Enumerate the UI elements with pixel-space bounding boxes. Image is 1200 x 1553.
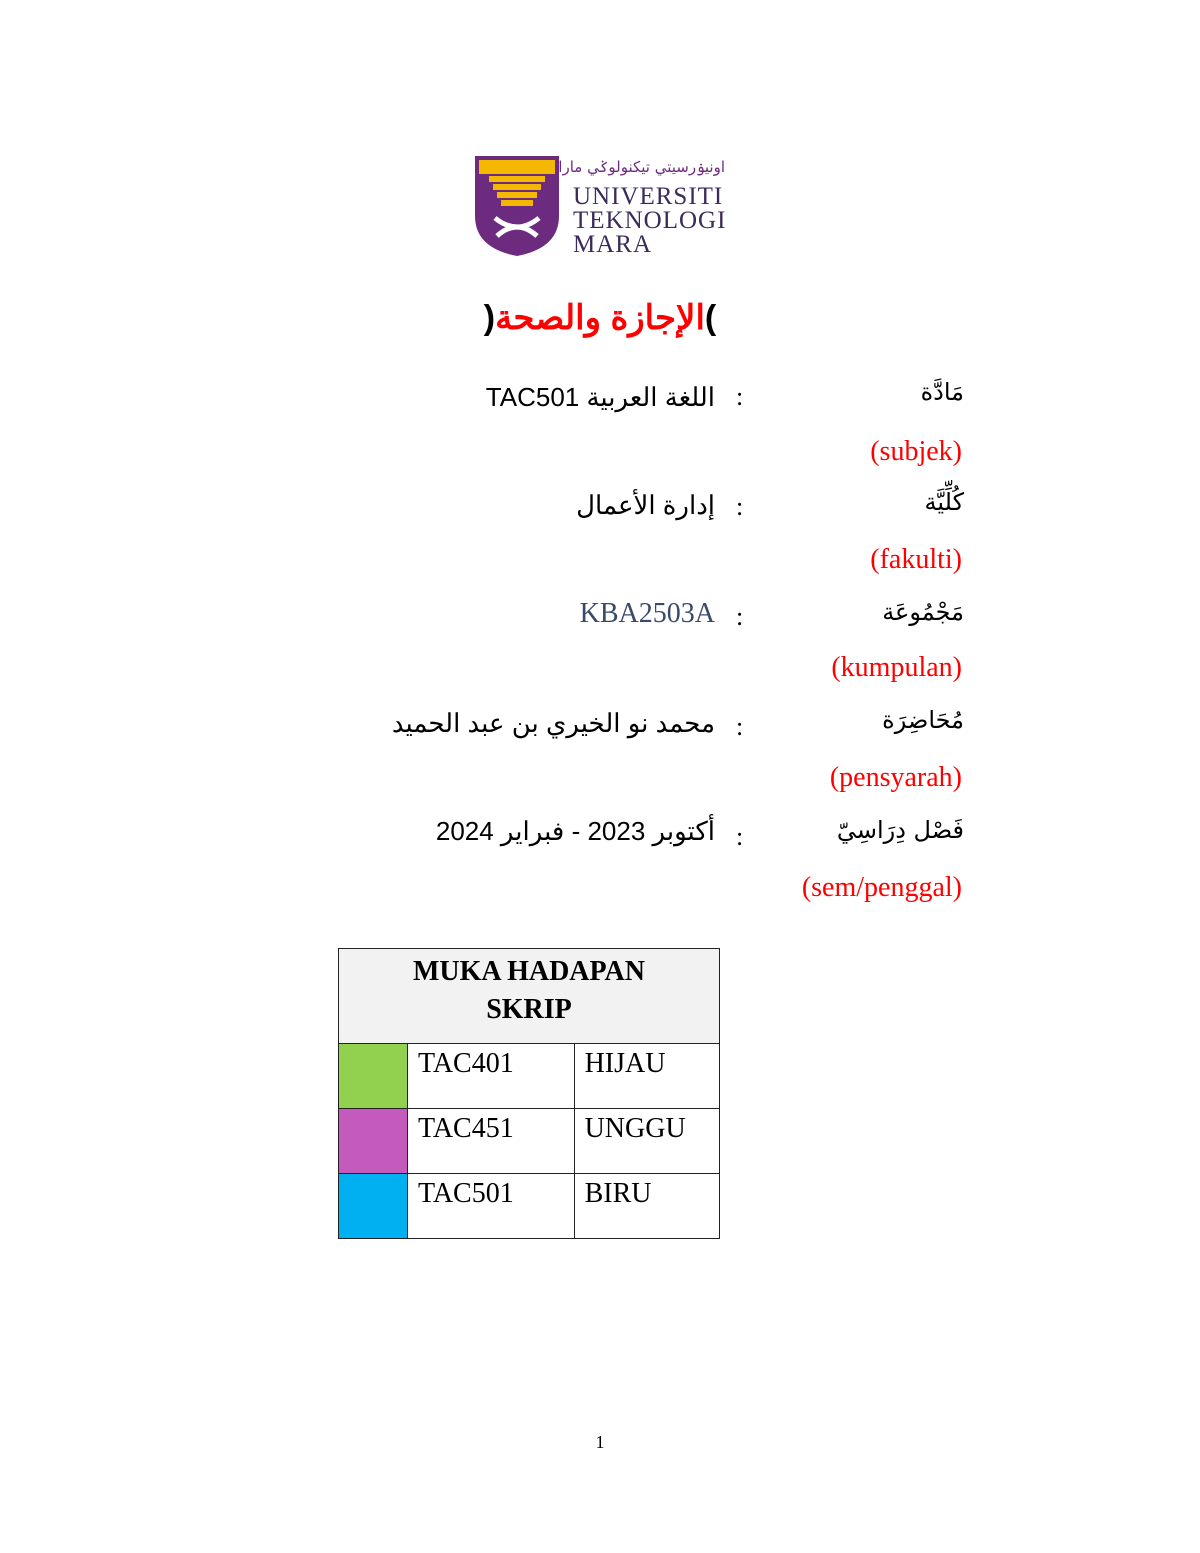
uitm-shield-icon	[475, 156, 559, 256]
script-cover-legend-table	[338, 948, 720, 1239]
faculty-label-ms: (fakulti)	[870, 544, 962, 575]
subject-value: اللغة العربية TAC501	[485, 382, 715, 412]
subject-label-ar: مَادَّة	[920, 378, 964, 406]
legend-header-row	[339, 949, 720, 1044]
faculty-label-ar: كُلِّيَّة	[924, 488, 964, 516]
legend-color-name: BIRU	[574, 1174, 719, 1239]
lecturer-label-ar: مُحَاضِرَة	[882, 706, 964, 734]
university-logo	[475, 156, 727, 256]
legend-course-code: TAC451	[407, 1109, 574, 1174]
faculty-value: إدارة الأعمال	[576, 490, 715, 520]
legend-heading-line2: SKRIP	[486, 994, 572, 1025]
legend-course-code: TAC401	[407, 1044, 574, 1109]
color-swatch-blue	[339, 1174, 408, 1239]
legend-course-code: TAC501	[407, 1174, 574, 1239]
group-value: KBA2503A	[579, 598, 715, 629]
legend-heading	[339, 949, 720, 1044]
logo-arabic-name: اونيۏرسيتي تيکنولوݢي مارا	[558, 158, 725, 176]
semester-label-ar: فَصْل دِرَاسِيّ	[836, 816, 964, 844]
lecturer-value: محمد نو الخيري بن عبد الحميد	[391, 708, 715, 738]
faculty-colon: :	[736, 492, 744, 521]
legend-row	[339, 1174, 720, 1239]
legend-heading-line1: MUKA HADAPAN	[412, 956, 645, 987]
page-number: 1	[595, 1432, 605, 1452]
subject-colon: :	[736, 382, 744, 411]
color-swatch-green	[339, 1044, 408, 1109]
legend-row	[339, 1109, 720, 1174]
logo-line-teknologi: TEKNOLOGI	[573, 207, 727, 234]
logo-line-universiti: UNIVERSITI	[573, 183, 724, 210]
legend-color-name: HIJAU	[574, 1044, 719, 1109]
lecturer-label-ms: (pensyarah)	[829, 762, 962, 793]
semester-value: أكتوبر 2023 - فبراير 2024	[435, 816, 715, 846]
group-label-ar: مَجْمُوعَة	[882, 598, 964, 626]
semester-label-ms: (sem/penggal)	[801, 872, 962, 903]
lecturer-colon: :	[736, 712, 744, 741]
subject-label-ms: (subjek)	[870, 436, 962, 467]
title-text: الإجازة والصحة	[495, 299, 705, 337]
logo-line-mara: MARA	[573, 231, 653, 258]
color-swatch-purple	[339, 1109, 408, 1174]
legend-row	[339, 1044, 720, 1109]
legend-color-name: UNGGU	[574, 1109, 719, 1174]
group-colon: :	[736, 602, 744, 631]
group-label-ms: (kumpulan)	[831, 652, 962, 683]
document-title: )الإجازة والصحة(	[483, 299, 717, 337]
semester-colon: :	[736, 822, 744, 851]
